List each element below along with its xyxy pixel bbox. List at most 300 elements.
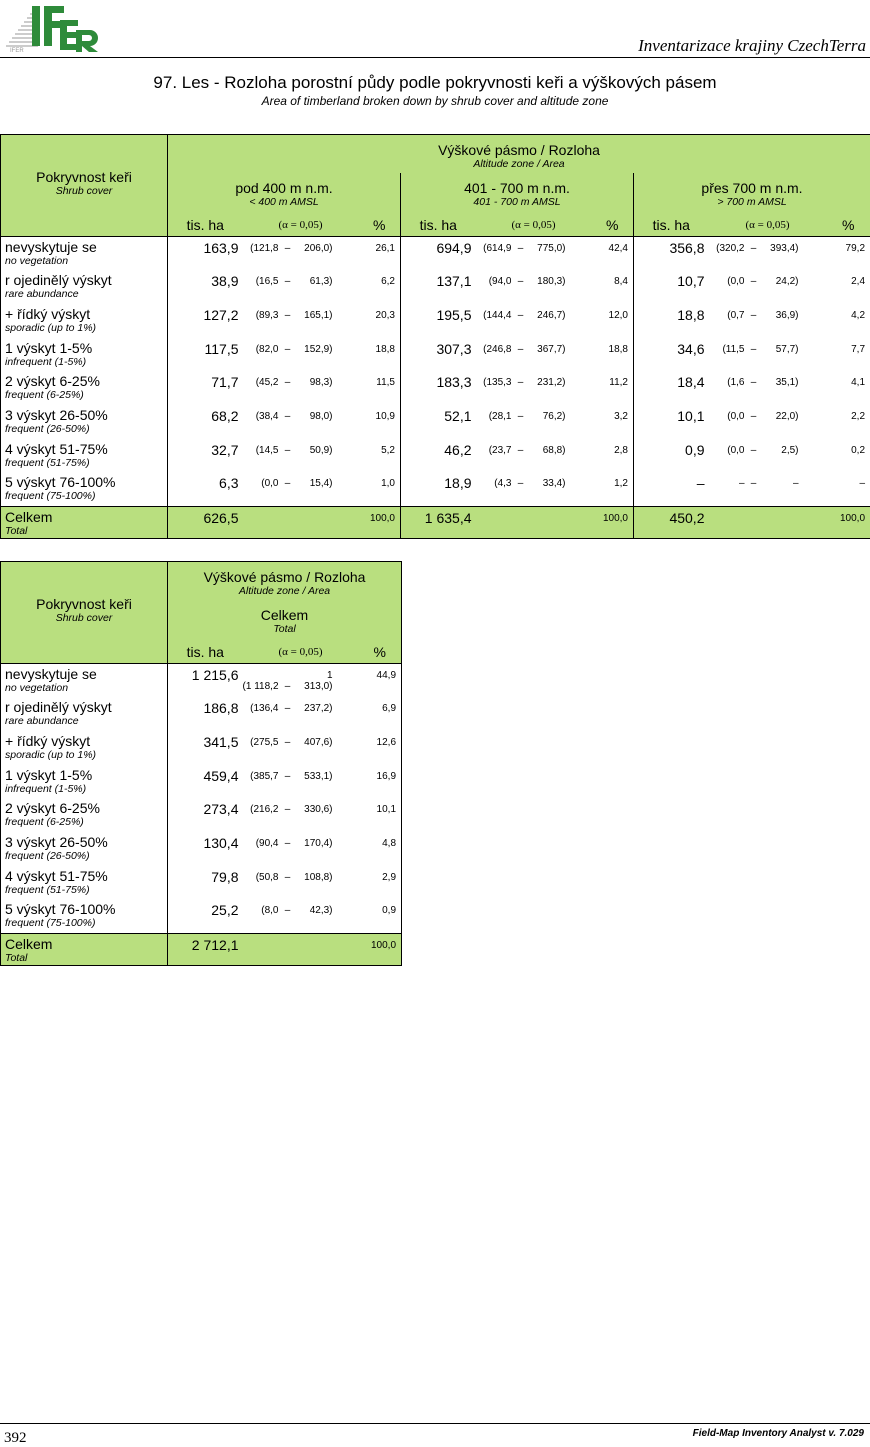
ci-low: (144,4 [476,310,512,321]
ci-dash: – [279,344,297,355]
value-pct: 8,4 [592,270,634,304]
ci-dash: – [279,771,297,782]
footer-rule [0,1423,870,1424]
confidence-interval [709,439,827,473]
value-pct: 4,8 [359,832,402,866]
value-pct: 26,1 [359,237,401,271]
ci-high: 36,9) [763,310,799,321]
row-label-cz: 5 výskyt 76-100% [5,474,167,490]
unit-ha: tis. ha [168,640,243,664]
ci-dash: – [279,737,297,748]
zone-en: 401 - 700 m AMSL [401,196,633,209]
table-row [1,405,870,439]
row-label-cell [1,472,168,506]
confidence-interval [476,304,592,338]
ci-low: (82,0 [243,344,279,355]
row-label-en: no vegetation [5,255,167,268]
ci-low: (275,5 [243,737,279,748]
table-altitude-zones [0,134,870,539]
value-tis-ha: 273,4 [168,798,243,832]
ci-high: 206,0) [297,243,333,254]
total-tis-ha: 450,2 [634,506,709,538]
ci-dash: – [512,478,530,489]
row-label-en: infrequent (1-5%) [5,783,167,796]
ci-low: (89,3 [243,310,279,321]
ci-low: (90,4 [243,838,279,849]
value-pct: 18,8 [359,338,401,372]
total-label-cz: Celkem [5,936,167,952]
ci-dash: – [279,445,297,456]
group-header-cell [168,562,402,600]
row-label-cz: 1 výskyt 1-5% [5,340,167,356]
row-label-en: rare abundance [5,288,167,301]
row-label-cell [1,338,168,372]
value-tis-ha: 25,2 [168,899,243,933]
total-ci-empty [243,506,359,538]
row-label-en: sporadic (up to 1%) [5,322,167,335]
value-pct: 6,9 [359,697,402,731]
ci-high: 42,3) [297,905,333,916]
confidence-interval [709,371,827,405]
confidence-interval [243,899,359,933]
value-pct: 3,2 [592,405,634,439]
row-label-en: frequent (26-50%) [5,423,167,436]
value-pct: 10,1 [359,798,402,832]
zone-header-3 [634,173,870,213]
ci-dash: – [745,243,763,254]
value-pct: 4,2 [827,304,870,338]
row-label-en: no vegetation [5,682,167,695]
header-title: Inventarizace krajiny CzechTerra [638,36,866,56]
ci-high: 33,4) [530,478,566,489]
table-row [1,798,402,832]
table-row [1,237,870,271]
value-tis-ha: 127,2 [168,304,243,338]
ci-dash: – [512,243,530,254]
row-label-en: sporadic (up to 1%) [5,749,167,762]
value-tis-ha: 137,1 [401,270,476,304]
value-pct: 10,9 [359,405,401,439]
row-label-cz: 3 výskyt 26-50% [5,407,167,423]
row-label-en: frequent (6-25%) [5,389,167,402]
table-row [1,765,402,799]
row-label-en: rare abundance [5,715,167,728]
confidence-interval [243,270,359,304]
confidence-interval [243,866,359,900]
zone-cz: Celkem [168,607,401,623]
ci-low: (50,8 [243,872,279,883]
ci-dash: – [279,703,297,714]
total-pct: 100,0 [359,933,402,965]
value-tis-ha: 183,3 [401,371,476,405]
ci-low: (385,7 [243,771,279,782]
ci-low: (135,3 [476,377,512,388]
row-label-cell [1,439,168,473]
value-tis-ha: 6,3 [168,472,243,506]
value-tis-ha: – [634,472,709,506]
value-pct: 0,2 [827,439,870,473]
ci-high: 1 313,0) [297,670,333,692]
ci-high: 61,3) [297,276,333,287]
confidence-interval [243,439,359,473]
confidence-interval [709,472,827,506]
total-pct: 100,0 [359,506,401,538]
zone-cz: pod 400 m n.m. [168,180,400,196]
confidence-interval [476,405,592,439]
value-tis-ha: 307,3 [401,338,476,372]
ci-dash: – [512,344,530,355]
value-pct: 16,9 [359,765,402,799]
ci-high: 35,1) [763,377,799,388]
software-credit: Field-Map Inventory Analyst v. 7.029 [693,1428,864,1439]
value-tis-ha: 79,8 [168,866,243,900]
ci-dash: – [279,310,297,321]
value-tis-ha: 18,8 [634,304,709,338]
row-label-cz: 2 výskyt 6-25% [5,800,167,816]
value-tis-ha: 1 215,6 [168,664,243,698]
confidence-interval [243,697,359,731]
value-tis-ha: 117,5 [168,338,243,372]
zone-header-2 [401,173,634,213]
confidence-interval [243,237,359,271]
value-tis-ha: 68,2 [168,405,243,439]
ci-low: (136,4 [243,703,279,714]
ci-high: 367,7) [530,344,566,355]
ci-high: 50,9) [297,445,333,456]
zone-header-total [168,600,402,640]
page-number: 392 [4,1430,27,1447]
confidence-interval [709,304,827,338]
value-pct: 11,2 [592,371,634,405]
ci-dash: – [279,243,297,254]
row-label-cz: + řídký výskyt [5,306,167,322]
value-tis-ha: 18,9 [401,472,476,506]
value-tis-ha: 18,4 [634,371,709,405]
ci-dash: – [745,478,763,489]
ci-high: 231,2) [530,377,566,388]
row-label-en: frequent (6-25%) [5,816,167,829]
value-tis-ha: 34,6 [634,338,709,372]
value-pct: 1,0 [359,472,401,506]
confidence-interval [243,338,359,372]
value-tis-ha: 10,7 [634,270,709,304]
value-pct: 6,2 [359,270,401,304]
ci-dash: – [279,804,297,815]
table-total [0,561,402,966]
value-tis-ha: 163,9 [168,237,243,271]
group-header-en: Altitude zone / Area [168,585,401,598]
ci-dash: – [279,905,297,916]
unit-alpha: (α = 0,05) [243,213,359,237]
value-pct: 42,4 [592,237,634,271]
confidence-interval [476,338,592,372]
total-label-en: Total [5,525,167,538]
table-row [1,697,402,731]
ci-low: (0,0 [243,478,279,489]
ci-dash: – [745,411,763,422]
table-row-total [1,506,870,538]
ci-low: (0,0 [709,445,745,456]
value-pct: 5,2 [359,439,401,473]
value-tis-ha: 32,7 [168,439,243,473]
row-label-en: frequent (51-75%) [5,457,167,470]
total-tis-ha: 626,5 [168,506,243,538]
ci-dash: – [279,478,297,489]
total-label-cell [1,933,168,965]
row-label-en: frequent (75-100%) [5,917,167,930]
row-label-cz: 5 výskyt 76-100% [5,901,167,917]
group-header-cell [168,135,870,173]
value-pct: 18,8 [592,338,634,372]
total-ci-empty [709,506,827,538]
value-tis-ha: 0,9 [634,439,709,473]
confidence-interval [476,371,592,405]
row-label-cz: nevyskytuje se [5,239,167,255]
ifer-logo [4,2,100,54]
unit-alpha: (α = 0,05) [709,213,827,237]
total-ci-empty [476,506,592,538]
ci-high: 407,6) [297,737,333,748]
confidence-interval [243,765,359,799]
ci-high: 108,8) [297,872,333,883]
ci-high: 246,7) [530,310,566,321]
unit-alpha: (α = 0,05) [243,640,359,664]
table-row [1,338,870,372]
table-row [1,371,870,405]
row-label-cell [1,237,168,271]
row-label-cz: 1 výskyt 1-5% [5,767,167,783]
ci-high: 68,8) [530,445,566,456]
row-label-en: frequent (75-100%) [5,490,167,503]
ci-high: 330,6) [297,804,333,815]
confidence-interval [243,472,359,506]
ci-low: (1,6 [709,377,745,388]
ci-low: (216,2 [243,804,279,815]
unit-ha: tis. ha [634,213,709,237]
ci-low: (320,2 [709,243,745,254]
unit-ha: tis. ha [401,213,476,237]
ci-dash: – [512,276,530,287]
confidence-interval [476,439,592,473]
unit-ha: tis. ha [168,213,243,237]
confidence-interval [476,237,592,271]
ci-dash: – [512,377,530,388]
row-label-cz: + řídký výskyt [5,733,167,749]
ci-low: (246,8 [476,344,512,355]
row-label-en: infrequent (1-5%) [5,356,167,369]
ci-high: 775,0) [530,243,566,254]
table-row [1,664,402,698]
row-header-cz: Pokryvnost keři [1,596,167,612]
value-pct: 7,7 [827,338,870,372]
row-label-cell [1,371,168,405]
ci-high: 237,2) [297,703,333,714]
value-tis-ha: 341,5 [168,731,243,765]
confidence-interval [243,731,359,765]
ci-low: (0,7 [709,310,745,321]
ci-low: (14,5 [243,445,279,456]
row-label-cell [1,832,168,866]
ci-dash: – [745,276,763,287]
row-label-cz: 4 výskyt 51-75% [5,441,167,457]
confidence-interval [476,472,592,506]
ci-high: 180,3) [530,276,566,287]
page-title: 97. Les - Rozloha porostní půdy podle pokryvnosti keři a výškových pásem [0,73,870,93]
value-tis-ha: 10,1 [634,405,709,439]
group-header-cz: Výškové pásmo / Rozloha [168,569,401,585]
ci-dash: – [512,411,530,422]
row-label-cell [1,664,168,698]
ci-dash: – [279,276,297,287]
ci-dash: – [279,411,297,422]
row-label-cz: 3 výskyt 26-50% [5,834,167,850]
row-label-cz: 2 výskyt 6-25% [5,373,167,389]
total-label-cz: Celkem [5,509,167,525]
table-row [1,832,402,866]
total-pct: 100,0 [592,506,634,538]
svg-text:IFER: IFER [10,48,24,54]
ci-dash: – [279,681,297,692]
ci-high: 2,5) [763,445,799,456]
value-pct: 2,8 [592,439,634,473]
confidence-interval [709,338,827,372]
ci-low: (4,3 [476,478,512,489]
ci-dash: – [512,445,530,456]
zone-en: > 700 m AMSL [634,196,870,209]
row-label-cell [1,765,168,799]
table-row [1,731,402,765]
value-pct: 11,5 [359,371,401,405]
header-rule [0,57,870,58]
table-row [1,304,870,338]
value-tis-ha: 71,7 [168,371,243,405]
value-pct: 20,3 [359,304,401,338]
confidence-interval [243,304,359,338]
ci-low: (121,8 [243,243,279,254]
row-label-cell [1,899,168,933]
ci-dash: – [279,377,297,388]
table-row [1,866,402,900]
ci-low: (0,0 [709,276,745,287]
ci-high: 22,0) [763,411,799,422]
confidence-interval [243,405,359,439]
value-tis-ha: 46,2 [401,439,476,473]
ci-low: (614,9 [476,243,512,254]
ci-high: 24,2) [763,276,799,287]
ci-dash: – [279,838,297,849]
total-pct: 100,0 [827,506,870,538]
row-header-cz: Pokryvnost keři [1,169,167,185]
ci-dash: – [745,377,763,388]
ci-high: 98,3) [297,377,333,388]
confidence-interval [709,405,827,439]
value-pct: 79,2 [827,237,870,271]
ci-low: (28,1 [476,411,512,422]
value-pct: 2,9 [359,866,402,900]
confidence-interval [243,798,359,832]
value-pct: 0,9 [359,899,402,933]
unit-pct: % [827,213,870,237]
ci-dash: – [745,344,763,355]
row-label-en: frequent (26-50%) [5,850,167,863]
table-row [1,270,870,304]
value-pct: 4,1 [827,371,870,405]
row-header-en: Shrub cover [1,185,167,198]
ci-dash: – [512,310,530,321]
unit-pct: % [359,213,401,237]
zone-header-1 [168,173,401,213]
confidence-interval [243,371,359,405]
ci-high: 76,2) [530,411,566,422]
ci-high: 57,7) [763,344,799,355]
unit-alpha: (α = 0,05) [476,213,592,237]
ci-high: 170,4) [297,838,333,849]
group-header-en: Altitude zone / Area [168,158,870,171]
row-label-cell [1,405,168,439]
row-label-cell [1,270,168,304]
unit-pct: % [359,640,402,664]
zone-cz: 401 - 700 m n.m. [401,180,633,196]
value-pct: 44,9 [359,664,402,698]
table-row-total [1,933,402,965]
value-pct: – [827,472,870,506]
ci-high: 533,1) [297,771,333,782]
ci-low: (1 118,2 [243,681,279,692]
confidence-interval [243,664,359,698]
ci-low: – [709,478,745,489]
table-row [1,899,402,933]
page-subtitle: Area of timberland broken down by shrub cover and altitude zone [0,94,870,108]
ci-high: 15,4) [297,478,333,489]
ci-high: – [763,478,799,489]
zone-en: < 400 m AMSL [168,196,400,209]
confidence-interval [476,270,592,304]
ci-high: 165,1) [297,310,333,321]
value-tis-ha: 195,5 [401,304,476,338]
row-label-cz: nevyskytuje se [5,666,167,682]
row-label-cz: r ojedinělý výskyt [5,272,167,288]
value-tis-ha: 356,8 [634,237,709,271]
row-label-cell [1,697,168,731]
value-tis-ha: 694,9 [401,237,476,271]
ci-low: (94,0 [476,276,512,287]
ci-low: (8,0 [243,905,279,916]
ci-low: (45,2 [243,377,279,388]
value-pct: 12,0 [592,304,634,338]
value-pct: 1,2 [592,472,634,506]
row-header-cell [1,135,168,237]
ci-high: 98,0) [297,411,333,422]
confidence-interval [709,270,827,304]
row-label-cell [1,304,168,338]
total-tis-ha: 2 712,1 [168,933,243,965]
zone-cz: přes 700 m n.m. [634,180,870,196]
ci-dash: – [279,872,297,883]
value-tis-ha: 186,8 [168,697,243,731]
row-label-cz: 4 výskyt 51-75% [5,868,167,884]
zone-en: Total [168,623,401,636]
row-label-cell [1,798,168,832]
row-label-cell [1,866,168,900]
ci-low: (23,7 [476,445,512,456]
ci-dash: – [745,310,763,321]
value-tis-ha: 130,4 [168,832,243,866]
total-label-en: Total [5,952,167,965]
ci-low: (38,4 [243,411,279,422]
table-row [1,472,870,506]
ci-high: 393,4) [763,243,799,254]
ci-low: (11,5 [709,344,745,355]
